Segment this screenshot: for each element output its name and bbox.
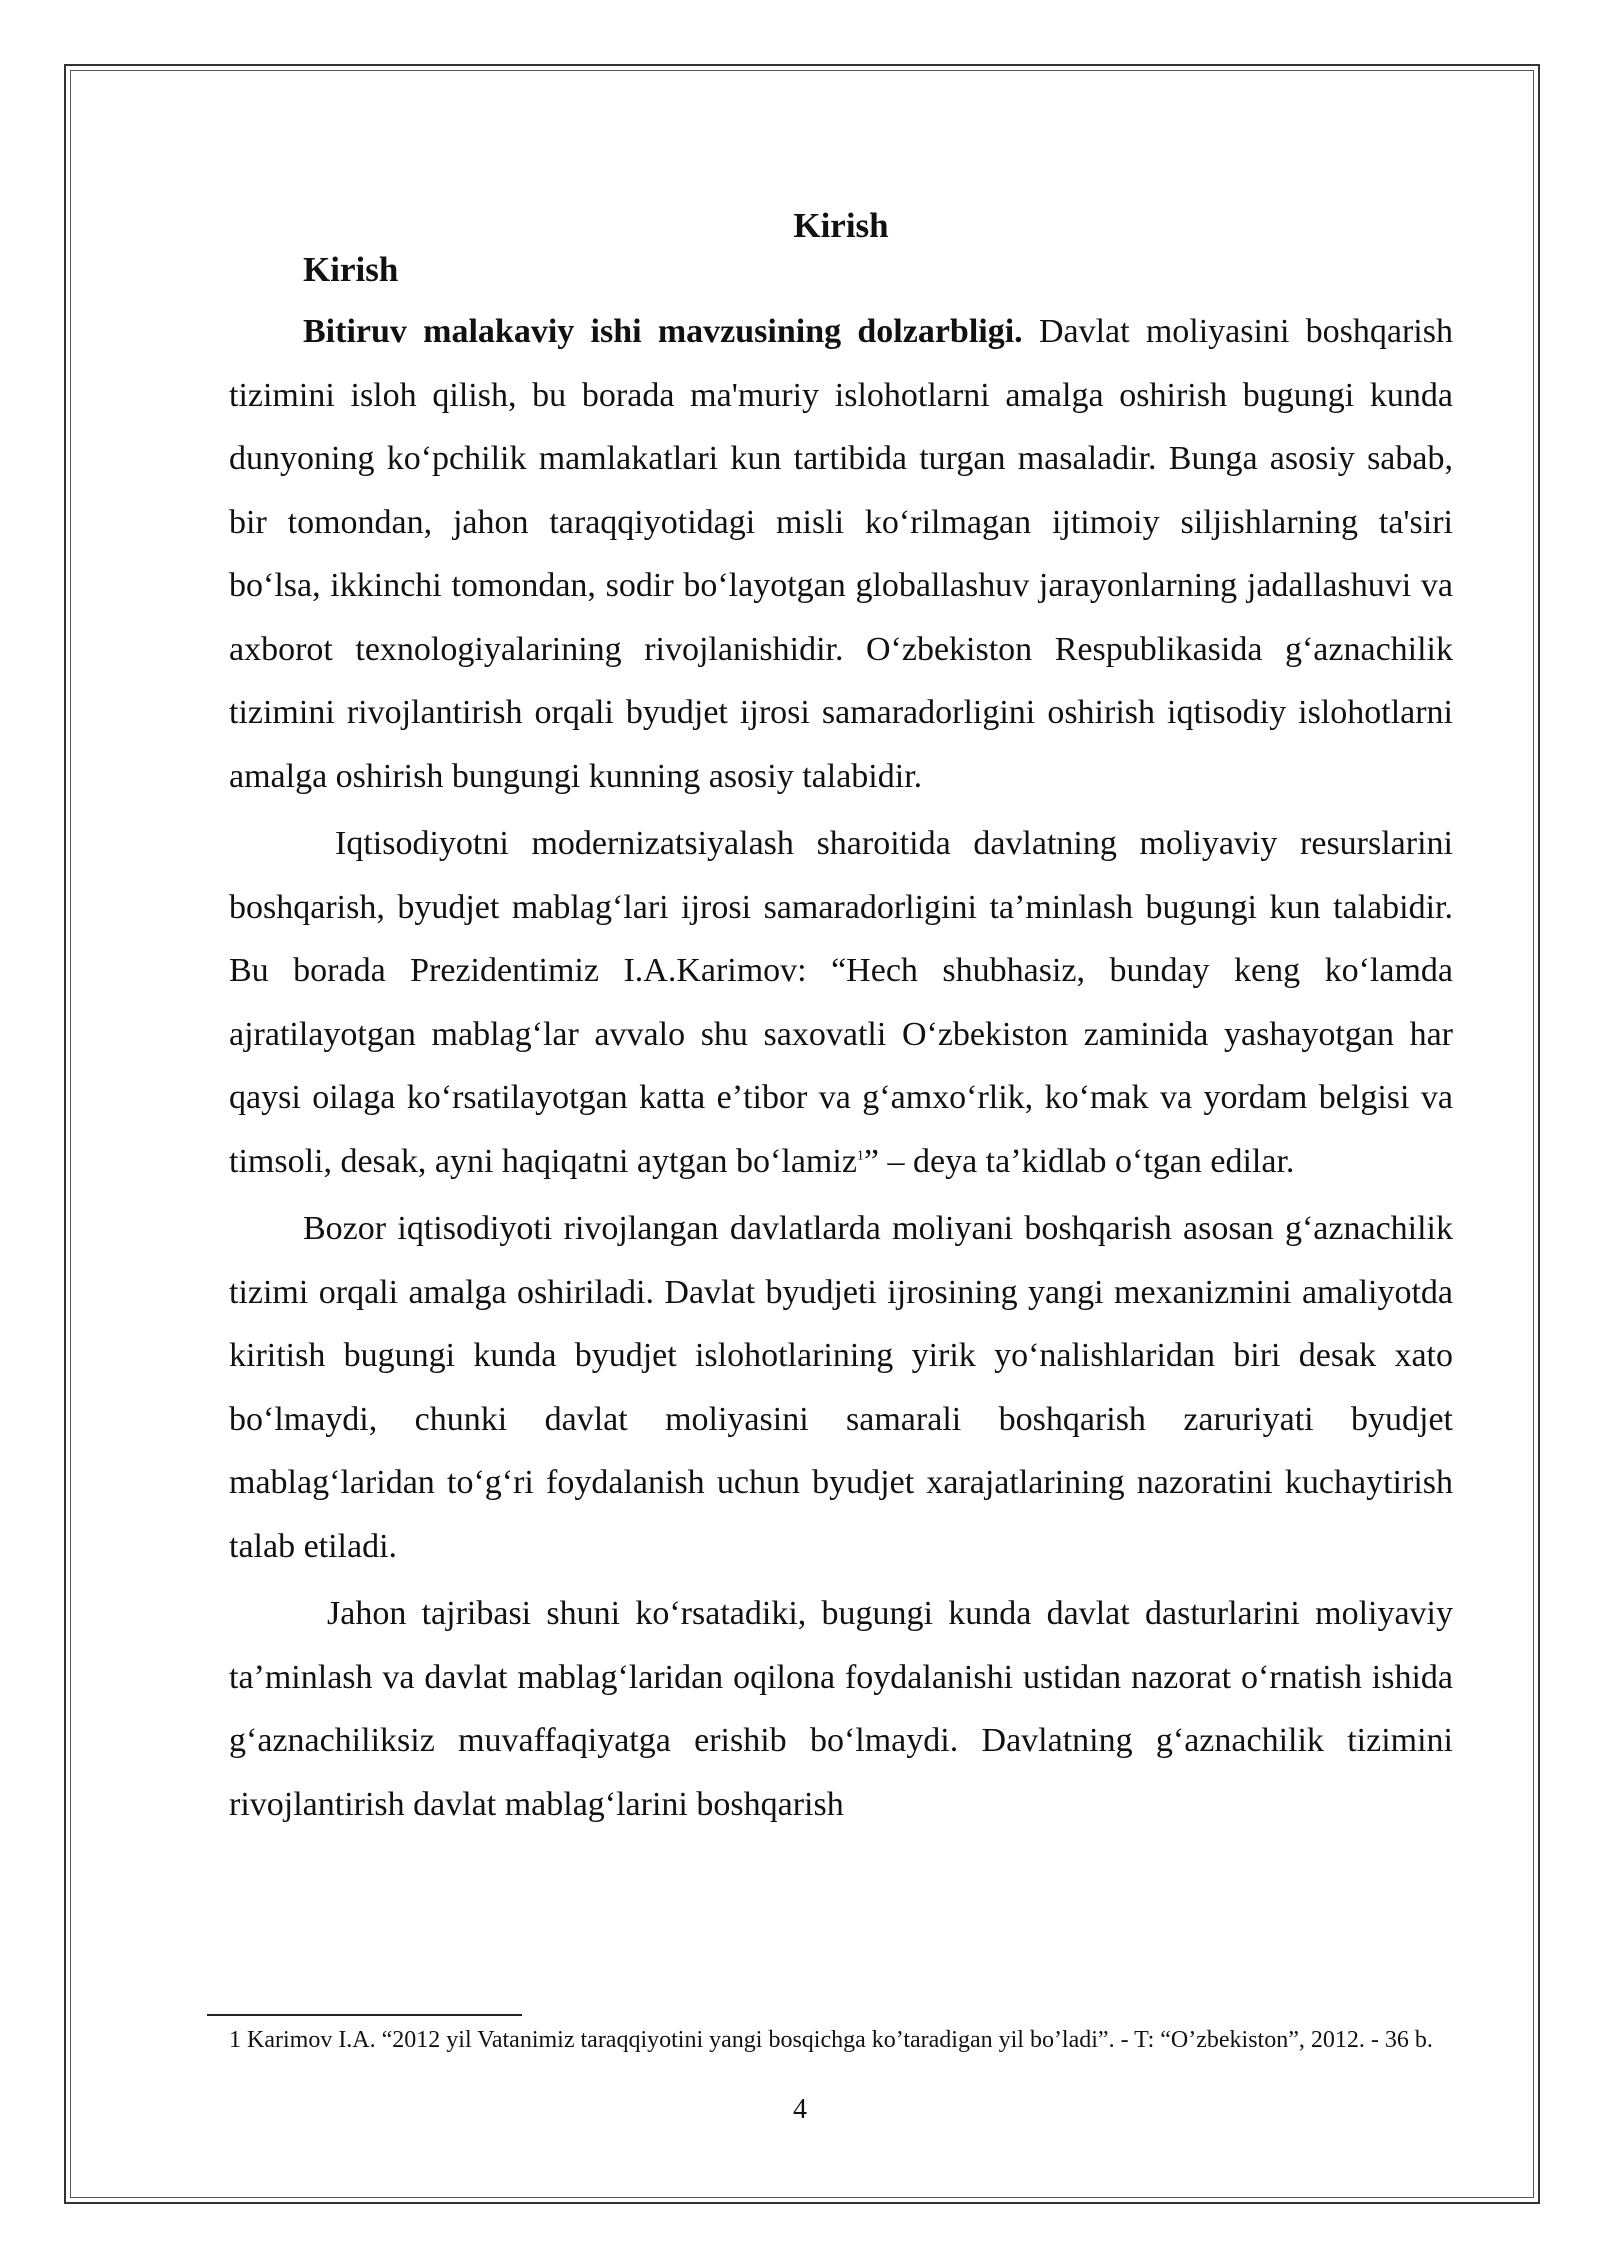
footnote-separator: [207, 2014, 522, 2016]
paragraph-text: Iqtisodiyotni modernizatsiyalash sharoitida davlatning moliyaviy resurslarini boshqarish, byudjet mablagʻlari ijrosi samaradorligini taʼminlash bugungi kun talabidir. Bu borada Prezidentimiz I.A.Karimov: “Hech shubhasiz, bunday keng koʻlamda ajratilayotgan mablagʻlar avvalo shu saxovatli Oʻzbekiston zaminida yashayotgan har qaysi oilaga koʻrsatilayotgan katta eʼtibor va gʻamxoʻrlik, koʻmak va yordam belgisi va timsoli, desak, ayni haqiqatni aytgan boʻlamiz: [229, 825, 1453, 1180]
section-title-centered: Kirish: [793, 206, 889, 245]
paragraph-text: ” – deya taʼkidlab oʻtgan edilar.: [863, 1142, 1295, 1180]
page-body: [229, 190, 1453, 1836]
page-number: 4: [793, 2094, 807, 2125]
paragraph-modernization: [229, 812, 1453, 1193]
paragraph-lead-bold: Bitiruv malakaviy ishi mavzusining dolzarbligi.: [303, 313, 1023, 350]
paragraph-text: Davlat moliyasini boshqarish tizimini isloh qilish, bu borada ma'muriy islohotlarni amalga oshirish bugungi kunda dunyoning koʻpchilik mamlakatlari kun tartibida turgan masaladir. Bunga asosiy sabab, bir tomondan, jahon taraqqiyotidagi misli koʻrilmagan ijtimoiy siljishlarning ta'siri boʻlsa, ikkinchi tomondan, sodir boʻlayotgan globallashuv jarayonlarning jadallashuvi va axborot texnologiyalarining rivojlanishidir. Oʻzbekiston Respublikasida gʻaznachilik tizimini rivojlantirish orqali byudjet ijrosi samaradorligini oshirish iqtisodiy islohotlarni amalga oshirish bungungi kunning asosiy talabidir.: [229, 313, 1453, 795]
footnote-reference[interactable]: 1: [856, 1148, 864, 1164]
paragraph-world-experience: Jahon tajribasi shuni koʻrsatadiki, bugungi kunda davlat dasturlarini moliyaviy taʼminlash va davlat mablagʻlaridan oqilona foydalanishi ustidan nazorat oʻrnatish ishida gʻaznachiliksiz muvaffaqiyatga erishib boʻlmaydi. Davlatning gʻaznachilik tizimini rivojlantirish davlat mablagʻlarini boshqarish: [229, 1595, 1453, 1823]
section-title-left: Kirish: [303, 250, 399, 289]
footnote-text: 1 Karimov I.A. “2012 yil Vatanimiz taraqqiyotini yangi bosqichga ko’taradigan yil bo’ladi”. - T: “O’zbekiston”, 2012. - 36 b.: [229, 2027, 1433, 2053]
paragraph-market-economy: Bozor iqtisodiyoti rivojlangan davlatlarda moliyani boshqarish asosan gʻaznachilik tizimi orqali amalga oshiriladi. Davlat byudjeti ijrosining yangi mexanizmini amaliyotda kiritish bugungi kunda byudjet islohotlarining yirik yoʻnalishlaridan biri desak xato boʻlmaydi, chunki davlat moliyasini samarali boshqarish zaruriyati byudjet mablagʻlaridan toʻgʻri foydalanish uchun byudjet xarajatlarining nazoratini kuchaytirish talab etiladi.: [229, 1210, 1453, 1565]
paragraph-relevance: [229, 300, 1453, 808]
